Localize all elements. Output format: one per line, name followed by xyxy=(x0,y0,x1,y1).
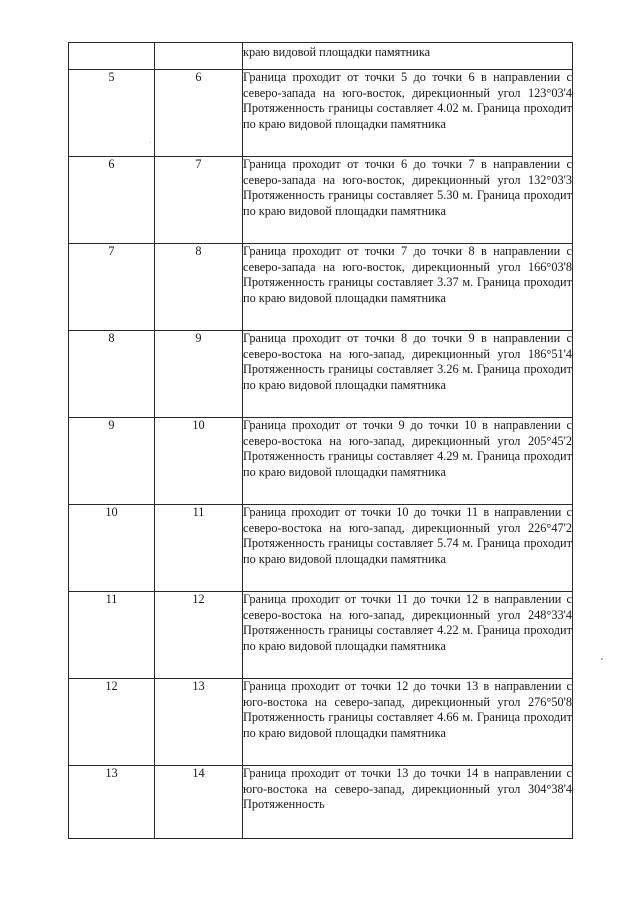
point-to-cell: 10 xyxy=(155,418,243,505)
table-row xyxy=(69,244,573,331)
table-row xyxy=(69,505,573,592)
table-row xyxy=(69,679,573,766)
boundary-description-text: Граница проходит от точки 7 до точки 8 в направлении с северо-запада на юго-восток, дирекционный угол 166°03'8 Протяженность границы составляет 3.37 м. Граница проходит по краю видовой площадки памятника xyxy=(243,244,572,305)
point-to-cell: 7 xyxy=(155,157,243,244)
boundary-description-text: Граница проходит от точки 13 до точки 14 в направлении с юго-востока на северо-запад, дирекционный угол 304°38'4 Протяженность xyxy=(243,766,572,811)
point-to-cell: 12 xyxy=(155,592,243,679)
boundary-description-text: Граница проходит от точки 12 до точки 13 в направлении с юго-востока на северо-запад, дирекционный угол 276°50'8 Протяженность границы составляет 4.66 м. Граница проходит по краю видовой площадки памятника xyxy=(243,679,572,740)
point-from-cell: 11 xyxy=(69,592,155,679)
point-from-cell: 5 xyxy=(69,70,155,157)
point-from-cell: 7 xyxy=(69,244,155,331)
point-from-cell: 8 xyxy=(69,331,155,418)
point-from-cell: 9 xyxy=(69,418,155,505)
boundary-description-table xyxy=(68,42,573,839)
table-row xyxy=(69,331,573,418)
boundary-description-cell xyxy=(243,244,573,331)
table-row xyxy=(69,43,573,70)
table-row xyxy=(69,766,573,839)
point-from-cell: 13 xyxy=(69,766,155,839)
boundary-description-cell xyxy=(243,505,573,592)
boundary-description-cell xyxy=(243,43,573,70)
table-row xyxy=(69,592,573,679)
boundary-description-cell xyxy=(243,679,573,766)
boundary-description-cell xyxy=(243,418,573,505)
point-from-cell: 6 xyxy=(69,157,155,244)
point-to-cell: 14 xyxy=(155,766,243,839)
table-row xyxy=(69,418,573,505)
table-row xyxy=(69,70,573,157)
boundary-description-text: краю видовой площадки памятника xyxy=(243,45,431,59)
boundary-description-text: Граница проходит от точки 8 до точки 9 в направлении с северо-востока на юго-запад, дирекционный угол 186°51'4 Протяженность границы составляет 3.26 м. Граница проходит по краю видовой площадки памятника xyxy=(243,331,572,392)
point-to-cell: 11 xyxy=(155,505,243,592)
scan-speck xyxy=(150,142,151,143)
point-to-cell: 8 xyxy=(155,244,243,331)
point-to-cell xyxy=(155,43,243,70)
point-to-cell: 6 xyxy=(155,70,243,157)
point-from-cell xyxy=(69,43,155,70)
boundary-description-text: Граница проходит от точки 5 до точки 6 в направлении с северо-запада на юго-восток, дирекционный угол 123°03'4 Протяженность границы составляет 4.02 м. Граница проходит по краю видовой площадки памятника xyxy=(243,70,572,131)
boundary-description-cell xyxy=(243,766,573,839)
boundary-description-text: Граница проходит от точки 9 до точки 10 в направлении с северо-востока на юго-запад, дирекционный угол 205°45'2 Протяженность границы составляет 4.29 м. Граница проходит по краю видовой площадки памятника xyxy=(243,418,572,479)
boundary-description-cell xyxy=(243,157,573,244)
point-to-cell: 9 xyxy=(155,331,243,418)
boundary-description-text: Граница проходит от точки 11 до точки 12 в направлении с северо-востока на юго-запад, дирекционный угол 248°33'4 Протяженность границы составляет 4.22 м. Граница проходит по краю видовой площадки памятника xyxy=(243,592,572,653)
point-from-cell: 10 xyxy=(69,505,155,592)
boundary-description-cell xyxy=(243,331,573,418)
point-to-cell: 13 xyxy=(155,679,243,766)
point-from-cell: 12 xyxy=(69,679,155,766)
scan-speck xyxy=(601,658,603,660)
boundary-description-cell xyxy=(243,592,573,679)
boundary-description-text: Граница проходит от точки 6 до точки 7 в направлении с северо-запада на юго-восток, дирекционный угол 132°03'3 Протяженность границы составляет 5.30 м. Граница проходит по краю видовой площадки памятника xyxy=(243,157,572,218)
boundary-description-cell xyxy=(243,70,573,157)
table-row xyxy=(69,157,573,244)
boundary-description-text: Граница проходит от точки 10 до точки 11 в направлении с северо-востока на юго-запад, дирекционный угол 226°47'2 Протяженность границы составляет 5.74 м. Граница проходит по краю видовой площадки памятника xyxy=(243,505,572,566)
